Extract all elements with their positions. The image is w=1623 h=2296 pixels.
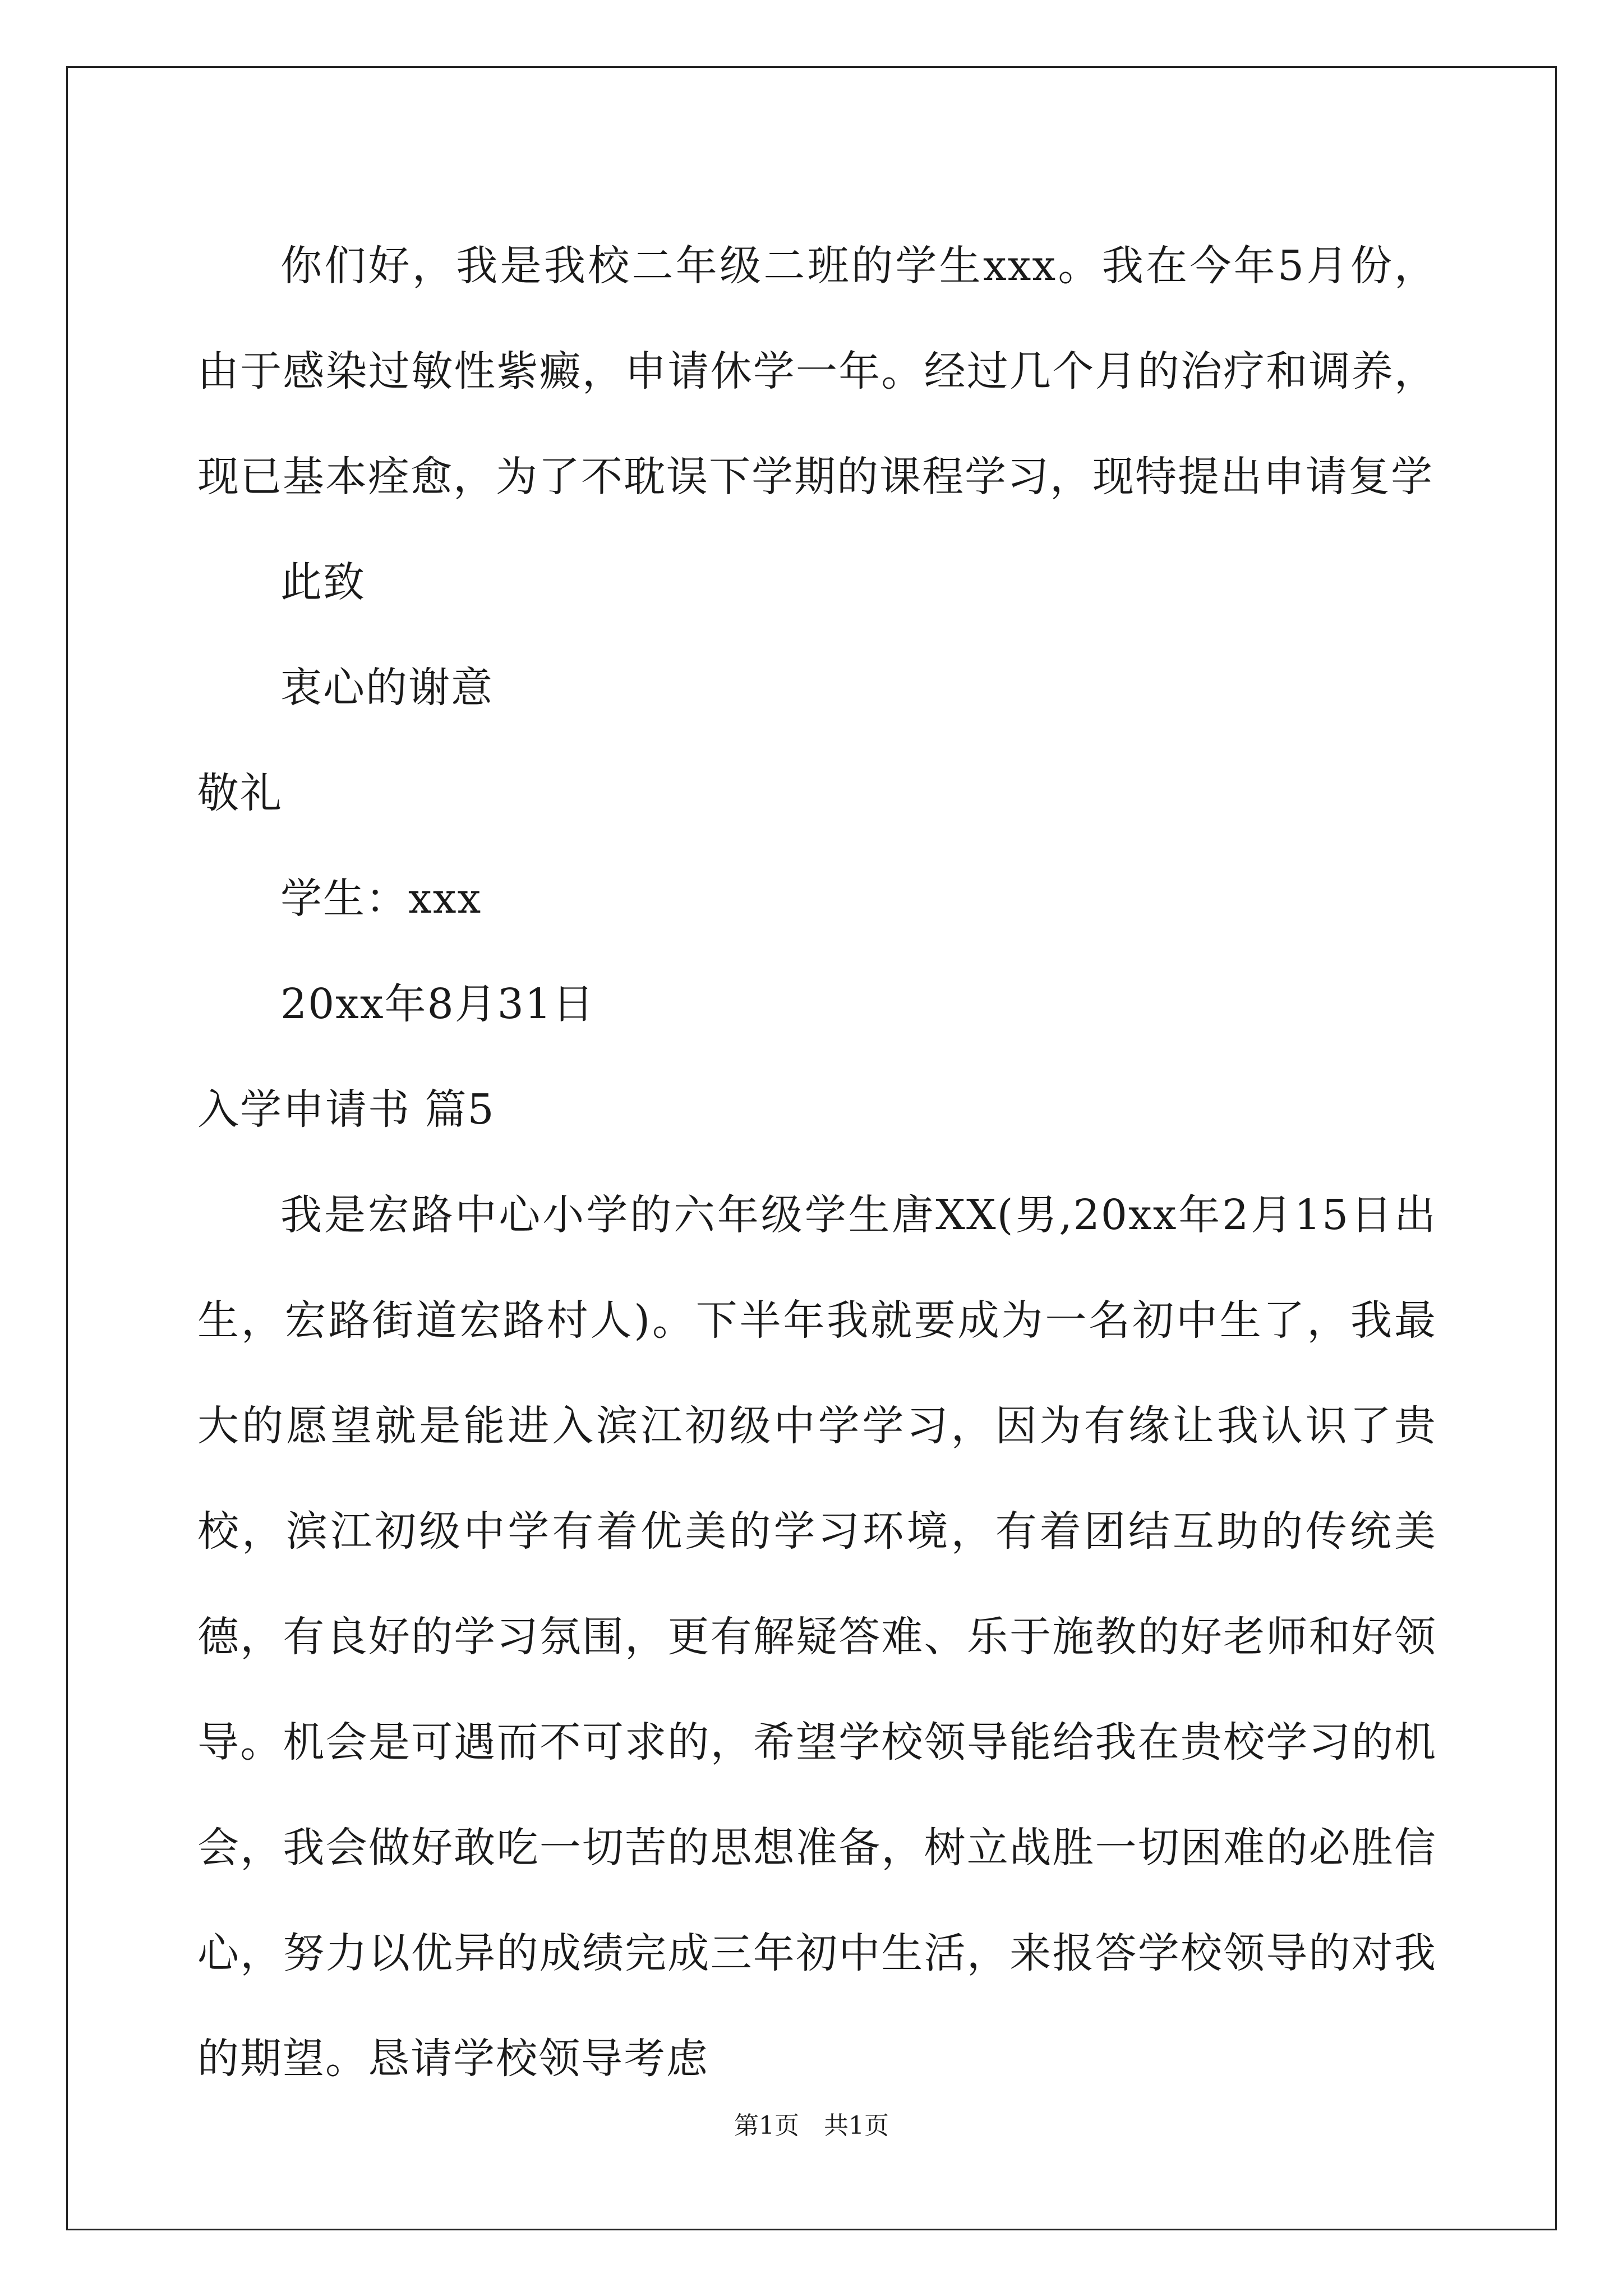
closing-regards: 敬礼 bbox=[197, 769, 283, 817]
signature-student: 学生：xxx bbox=[280, 875, 482, 923]
document-body bbox=[197, 213, 1437, 2111]
closing-thanks: 衷心的谢意 bbox=[280, 664, 494, 712]
closing-salutation: 此致 bbox=[280, 558, 366, 606]
page-number-footer: 第1页 共1页 bbox=[734, 2111, 889, 2140]
paragraph-admission-request: 我是宏路中心小学的六年级学生唐XX(男,20xx年2月15日出生，宏路街道宏路村人)。下半年我就要成为一名初中生了，我最大的愿望就是能进入滨江初级中学学习，因为有缘让我认识了贵校，滨江初级中学有着优美的学习环境，有着团结互助的传统美德，有良好的学习氛围，更有解疑答难、乐于施教的好老师和好领导。机会是可遇而不可求的，希望学校领导能给我在贵校学习的机会，我会做好敢吃一切苦的思想准备，树立战胜一切困难的必胜信心，努力以优异的成绩完成三年初中生活，来报答学校领导的对我的期望。恳请学校领导考虑 bbox=[197, 1191, 1437, 2083]
paragraph-resume-request: 你们好，我是我校二年级二班的学生xxx。我在今年5月份，由于感染过敏性紫癜，申请休学一年。经过几个月的治疗和调养，现已基本痊愈，为了不耽误下学期的课程学习，现特提出申请复学 bbox=[197, 242, 1437, 501]
signature-date: 20xx年8月31日 bbox=[280, 980, 595, 1028]
section-heading: 入学申请书 篇5 bbox=[197, 1085, 495, 1134]
